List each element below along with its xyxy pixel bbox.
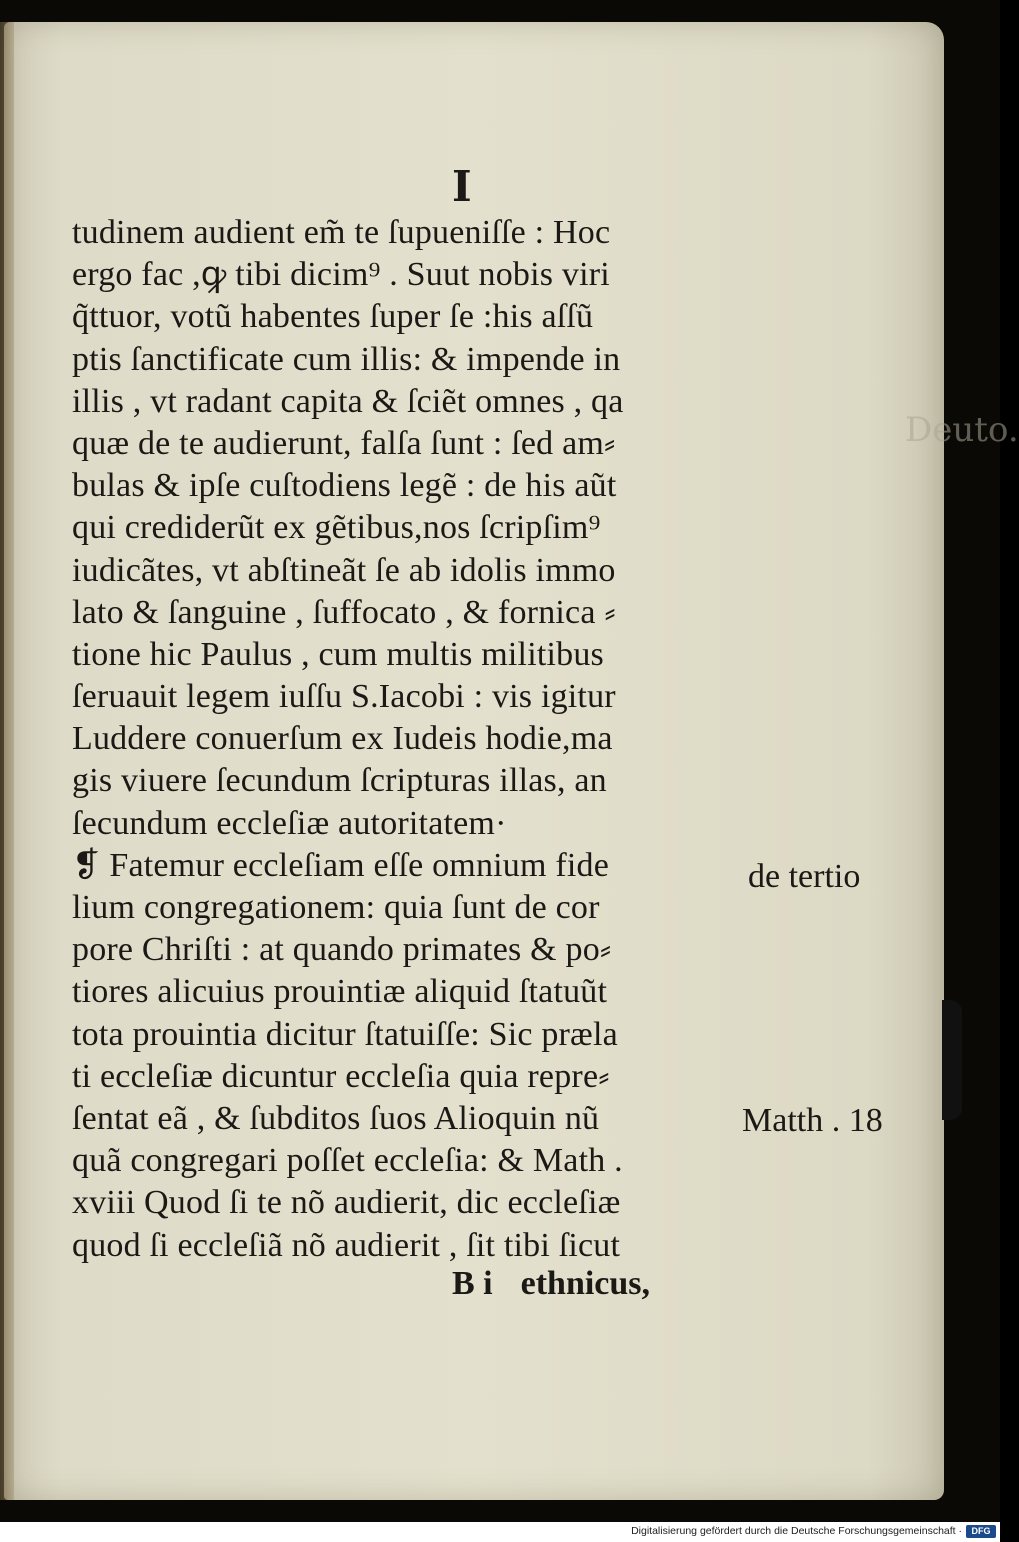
text-line: illis , vt radant capita & ſciẽt omnes , qa <box>72 382 624 420</box>
text-line: xviii Quod ſi te nõ audierit, dic eccleſiæ <box>72 1184 621 1222</box>
text-line: q̃ttuor, votũ habentes ſuper ſe :his aſſũ <box>72 298 594 336</box>
text-line-paragraph-start: ❡ Fatemur eccleſiam eſſe omnium fide <box>72 846 610 884</box>
text-line: ſecundum eccleſiæ autoritatem· <box>72 804 507 842</box>
text-line: lato & ſanguine , ſuffocato , & fornica ⸗ <box>72 593 616 631</box>
text-line: quæ de te audierunt, falſa ſunt : ſed am⸗ <box>72 424 616 462</box>
funding-credit: Digitalisierung gefördert durch die Deutsche Forschungsgemeinschaft · <box>631 1525 962 1537</box>
marginal-note-de-tertio: de tertio <box>748 858 861 895</box>
text-line: bulas & ipſe cuſtodiens legẽ : de his aũt <box>72 467 617 505</box>
bleed-through-text: Deuto. <box>905 410 1019 450</box>
text-line: ſeruauit legem iuſſu S.Iacobi : vis igitur <box>72 678 616 716</box>
text-line: ptis ſanctificate cum illis: & impende in <box>72 340 621 378</box>
text-line: ſentat eã , & ſubditos ſuos Alioquin nũ <box>72 1099 600 1137</box>
dfg-logo-icon: DFG <box>966 1525 996 1538</box>
footer-bar <box>0 1522 1000 1542</box>
page-gutter-shadow <box>0 22 14 1500</box>
text-line: pore Chriſti : at quando primates & po⸗ <box>72 931 612 969</box>
marginal-note-matth: Matth . 18 <box>742 1102 883 1139</box>
text-line: iudicãtes, vt abſtineãt ſe ab idolis immo <box>72 551 616 589</box>
text-line: quã congregari poſſet eccleſia: & Math . <box>72 1142 623 1180</box>
text-line: quod ſi eccleſiã nõ audierit , ſit tibi ſicut <box>72 1226 621 1264</box>
text-line: gis viuere ſecundum ſcripturas illas, an <box>72 762 607 800</box>
text-line: tione hic Paulus , cum multis militibus <box>72 635 604 673</box>
text-line: ti eccleſiæ dicuntur eccleſia quia repre⸗ <box>72 1057 610 1095</box>
text-line: qui crediderũt ex gẽtibus,nos ſcripſim⁹ <box>72 509 601 547</box>
body-text <box>72 212 752 1267</box>
binding-edge <box>942 1000 962 1120</box>
text-line: tota prouintia dicitur ſtatuiſſe: Sic præla <box>72 1015 618 1053</box>
text-line: ergo fac ,ꝙ tibi dicim⁹ . Suut nobis viri <box>72 256 610 294</box>
text-line: lium congregationem: quia ſunt de cor <box>72 889 600 926</box>
signature-mark: B i <box>452 1265 493 1302</box>
text-line: tiores alicuius prouintiæ aliquid ſtatuũt <box>72 973 608 1011</box>
text-line: tudinem audient em̃ te ſupueniſſe : Hoc <box>72 214 611 251</box>
catchword: ethnicus, <box>520 1265 651 1302</box>
text-line: Luddere conuerſum ex Iudeis hodie,ma <box>72 720 613 758</box>
folio-mark: I <box>452 162 472 211</box>
catchword-line <box>452 1265 650 1303</box>
